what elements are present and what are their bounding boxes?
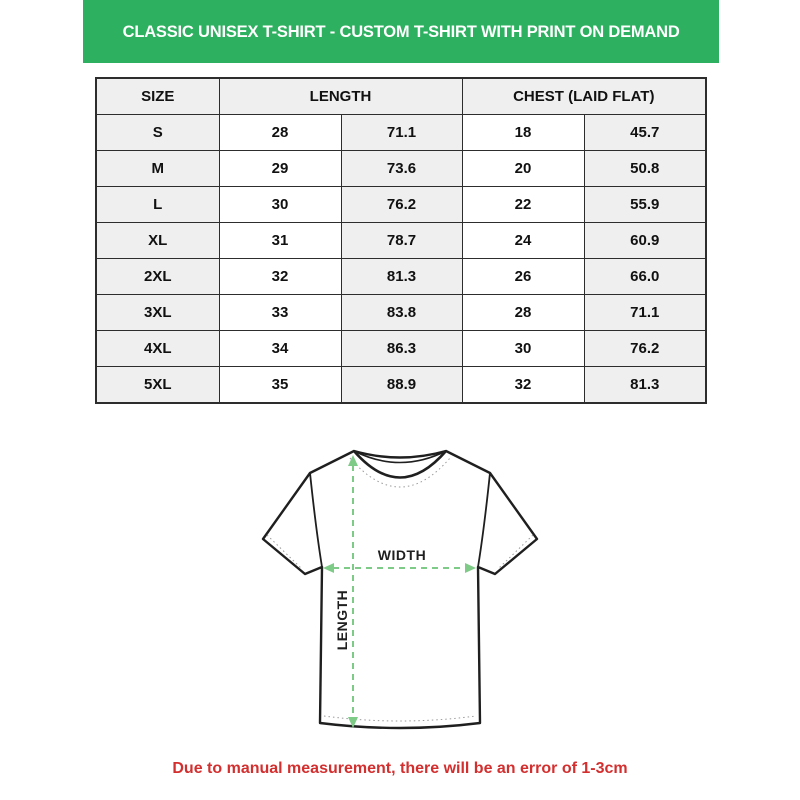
chest-in-cell: 28	[462, 295, 584, 331]
table-row	[96, 367, 706, 404]
chest-in-cell: 22	[462, 187, 584, 223]
chest-in-cell: 18	[462, 115, 584, 151]
chest-cm-cell: 71.1	[584, 295, 706, 331]
length-cm-cell: 81.3	[341, 259, 462, 295]
length-in-cell: 32	[219, 259, 341, 295]
table-row	[96, 259, 706, 295]
col-header-chest: CHEST (LAID FLAT)	[462, 78, 706, 115]
chest-in-cell: 20	[462, 151, 584, 187]
length-in-cell: 29	[219, 151, 341, 187]
col-header-size: SIZE	[96, 78, 219, 115]
length-label: LENGTH	[334, 589, 350, 651]
chest-cm-cell: 76.2	[584, 331, 706, 367]
measurement-note: Due to manual measurement, there will be an error of 1-3cm	[172, 760, 628, 777]
size-cell: M	[96, 151, 219, 187]
size-cell: 3XL	[96, 295, 219, 331]
length-cm-cell: 83.8	[341, 295, 462, 331]
chest-in-cell: 32	[462, 367, 584, 404]
table-row	[96, 295, 706, 331]
chest-cm-cell: 81.3	[584, 367, 706, 404]
table-row	[96, 151, 706, 187]
tshirt-outline	[263, 451, 537, 728]
chest-cm-cell: 45.7	[584, 115, 706, 151]
length-cm-cell: 88.9	[341, 367, 462, 404]
length-in-cell: 28	[219, 115, 341, 151]
table-row	[96, 223, 706, 259]
length-cm-cell: 73.6	[341, 151, 462, 187]
chest-cm-cell: 50.8	[584, 151, 706, 187]
length-cm-cell: 71.1	[341, 115, 462, 151]
chest-cm-cell: 60.9	[584, 223, 706, 259]
tshirt-illustration	[250, 440, 550, 740]
length-in-cell: 30	[219, 187, 341, 223]
size-cell: 5XL	[96, 367, 219, 404]
chest-in-cell: 30	[462, 331, 584, 367]
table-row	[96, 115, 706, 151]
col-header-length: LENGTH	[219, 78, 462, 115]
length-in-cell: 35	[219, 367, 341, 404]
size-cell: L	[96, 187, 219, 223]
length-in-cell: 34	[219, 331, 341, 367]
table-row	[96, 187, 706, 223]
chest-cm-cell: 66.0	[584, 259, 706, 295]
tshirt-measurement-diagram	[250, 440, 550, 740]
size-cell: 4XL	[96, 331, 219, 367]
table-header-row	[96, 78, 706, 115]
chest-cm-cell: 55.9	[584, 187, 706, 223]
table-row	[96, 331, 706, 367]
length-cm-cell: 78.7	[341, 223, 462, 259]
chest-in-cell: 26	[462, 259, 584, 295]
length-in-cell: 31	[219, 223, 341, 259]
size-chart-table	[95, 77, 707, 404]
width-label: WIDTH	[377, 547, 427, 563]
chest-in-cell: 24	[462, 223, 584, 259]
length-cm-cell: 76.2	[341, 187, 462, 223]
size-cell: XL	[96, 223, 219, 259]
length-cm-cell: 86.3	[341, 331, 462, 367]
size-cell: S	[96, 115, 219, 151]
title-banner	[83, 0, 719, 63]
size-cell: 2XL	[96, 259, 219, 295]
page-title: CLASSIC UNISEX T-SHIRT - CUSTOM T-SHIRT WITH PRINT ON DEMAND	[122, 21, 680, 41]
length-in-cell: 33	[219, 295, 341, 331]
